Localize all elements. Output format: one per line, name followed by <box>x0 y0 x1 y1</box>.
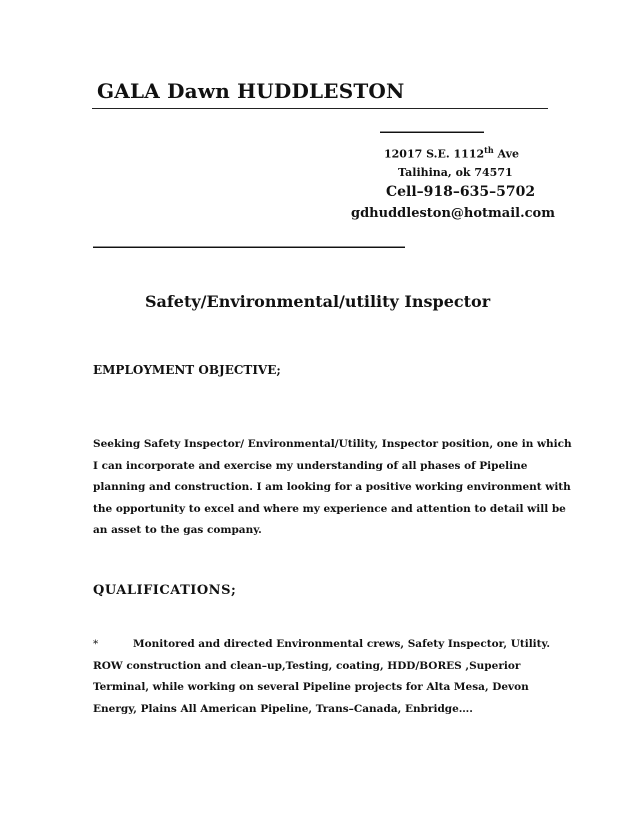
cell-phone: Cell–918–635–5702 <box>386 184 536 200</box>
bullet-marker: * <box>93 638 99 650</box>
qualifications-heading: QUALIFICATIONS; <box>93 583 237 598</box>
long-separator: _______________________________________ <box>93 229 405 248</box>
objective-line: an asset to the gas company. <box>93 524 262 536</box>
objective-heading: EMPLOYMENT OBJECTIVE; <box>93 363 281 377</box>
email-address: gdhuddleston@hotmail.com <box>351 206 555 221</box>
applicant-name: GALA Dawn HUDDLESTON <box>97 79 405 103</box>
qualification-line <box>93 634 553 656</box>
address-street-type: Ave <box>493 147 519 161</box>
objective-line: Seeking Safety Inspector/ Environmental/Utility, Inspector position, one in which <box>93 438 572 450</box>
short-separator: _____________ <box>380 114 484 133</box>
objective-line: I can incorporate and exercise my understanding of all phases of Pipeline <box>93 459 528 472</box>
objective-line: the opportunity to excel and where my experience and attention to detail will be <box>93 502 566 515</box>
address-line-2: Talihina, ok 74571 <box>398 166 513 179</box>
name-underline <box>92 108 548 109</box>
qualification-line: ROW construction and clean–up,Testing, coating, HDD/BORES ,Superior <box>93 659 521 672</box>
qualification-line: Energy, Plains All American Pipeline, Trans–Canada, Enbridge…. <box>93 702 473 715</box>
objective-line: planning and construction. I am looking for a positive working environment with <box>93 481 571 493</box>
address-line-1 <box>384 145 519 161</box>
job-title: Safety/Environmental/utility Inspector <box>145 292 491 311</box>
objective-paragraph <box>93 434 572 542</box>
qualification-text: Monitored and directed Environmental crews, Safety Inspector, Utility. <box>133 638 551 650</box>
qualifications-paragraph <box>93 634 553 720</box>
qualification-line: Terminal, while working on several Pipeline projects for Alta Mesa, Devon <box>93 681 529 693</box>
address-ordinal-suffix: th <box>484 145 494 155</box>
address-street: 12017 S.E. 1112 <box>384 147 485 161</box>
